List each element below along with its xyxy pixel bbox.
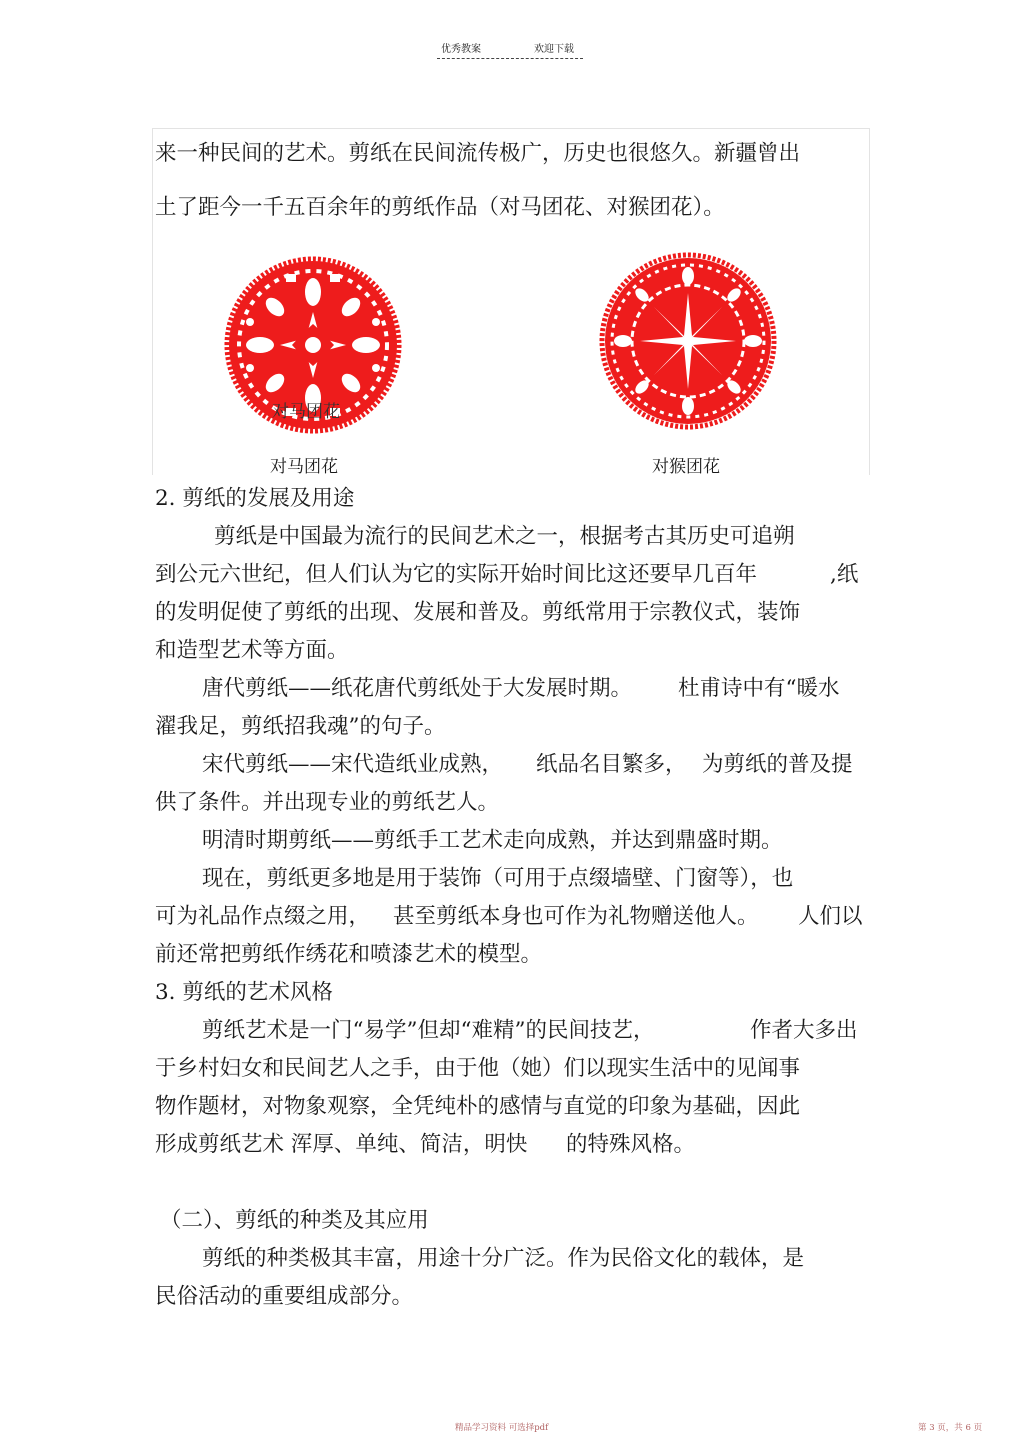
header-right: 欢迎下载 bbox=[534, 44, 574, 55]
header-left: 优秀教案 bbox=[441, 44, 481, 55]
header-divider bbox=[437, 58, 583, 59]
part2-line1: 剪纸的种类极其丰富，用途十分广泛。作为民俗文化的载体，是 bbox=[202, 1246, 805, 1271]
now-line1: 现在，剪纸更多地是用于装饰（可用于点缀墙壁、门窗等），也 bbox=[202, 866, 794, 891]
intro-line-1: 来一种民间的艺术。剪纸在民间流传极广，历史也很悠久。新疆曾出 bbox=[155, 141, 801, 166]
overlay-label: 对马团花 bbox=[272, 402, 340, 422]
part2-heading: （二）、剪纸的种类及其应用 bbox=[160, 1208, 429, 1233]
now-line2-tail: 人们以 bbox=[798, 904, 863, 929]
song-line2: 供了条件。并出现专业的剪纸艺人。 bbox=[155, 790, 500, 815]
s3-line1-tail: 作者大多出 bbox=[750, 1018, 858, 1043]
s3-line2: 于乡村妇女和民间艺人之手，由于他（她）们以现实生活中的见闻事 bbox=[155, 1056, 801, 1081]
part2-line2: 民俗活动的重要组成部分。 bbox=[155, 1284, 414, 1309]
s3-line1: 剪纸艺术是一门“易学”但却“难精”的民间技艺， bbox=[202, 1018, 655, 1043]
section2-heading: 2. 剪纸的发展及用途 bbox=[155, 486, 355, 511]
now-line2: 可为礼品作点缀之用， bbox=[155, 904, 371, 929]
s2-p1-line3: 的发明促使了剪纸的出现、发展和普及。剪纸常用于宗教仪式，装饰 bbox=[155, 600, 801, 625]
tang-line1-tail: 杜甫诗中有“暖水 bbox=[678, 676, 840, 701]
s2-p1-line4: 和造型艺术等方面。 bbox=[155, 638, 349, 663]
song-line1-mid: 纸品名目繁多， bbox=[536, 752, 687, 777]
s3-line3: 物作题材，对物象观察，全凭纯朴的感情与直觉的印象为基础，因此 bbox=[155, 1094, 801, 1119]
song-line1: 宋代剪纸——宋代造纸业成熟， bbox=[202, 752, 504, 777]
tang-line1: 唐代剪纸——纸花唐代剪纸处于大发展时期。 bbox=[202, 676, 633, 701]
page-number: 第 3 页，共 6 页 bbox=[918, 1423, 983, 1433]
now-line3: 前还常把剪纸作绣花和喷漆艺术的模型。 bbox=[155, 942, 543, 967]
monkey-papercut-image bbox=[595, 248, 781, 434]
s2-p1-line2: 到公元六世纪，但人们认为它的实际开始时间比这还要早几百年 bbox=[155, 562, 758, 587]
tang-line2: 濯我足，剪纸招我魂”的句子。 bbox=[155, 714, 446, 739]
s2-p1-line1: 剪纸是中国最为流行的民间艺术之一，根据考古其历史可追朔 bbox=[214, 524, 795, 549]
page-header bbox=[0, 40, 1024, 64]
left-figure-caption: 对马团花 bbox=[270, 457, 338, 477]
s3-line4-tail: 的特殊风格。 bbox=[566, 1132, 696, 1157]
intro-line-2: 土了距今一千五百余年的剪纸作品（对马团花、对猴团花）。 bbox=[155, 195, 725, 220]
footer-left: 精品学习资料 可选择pdf bbox=[455, 1423, 549, 1433]
right-figure-caption: 对猴团花 bbox=[652, 457, 720, 477]
now-line2-mid: 甚至剪纸本身也可作为礼物赠送他人。 bbox=[393, 904, 759, 929]
mingqing-line: 明清时期剪纸——剪纸手工艺术走向成熟，并达到鼎盛时期。 bbox=[202, 828, 783, 853]
s2-p1-line2-tail: ,纸 bbox=[830, 562, 859, 587]
section3-heading: 3. 剪纸的艺术风格 bbox=[155, 980, 333, 1005]
s3-line4: 形成剪纸艺术 浑厚、单纯、简洁，明快 bbox=[155, 1132, 528, 1157]
song-line1-tail: 为剪纸的普及提 bbox=[702, 752, 853, 777]
